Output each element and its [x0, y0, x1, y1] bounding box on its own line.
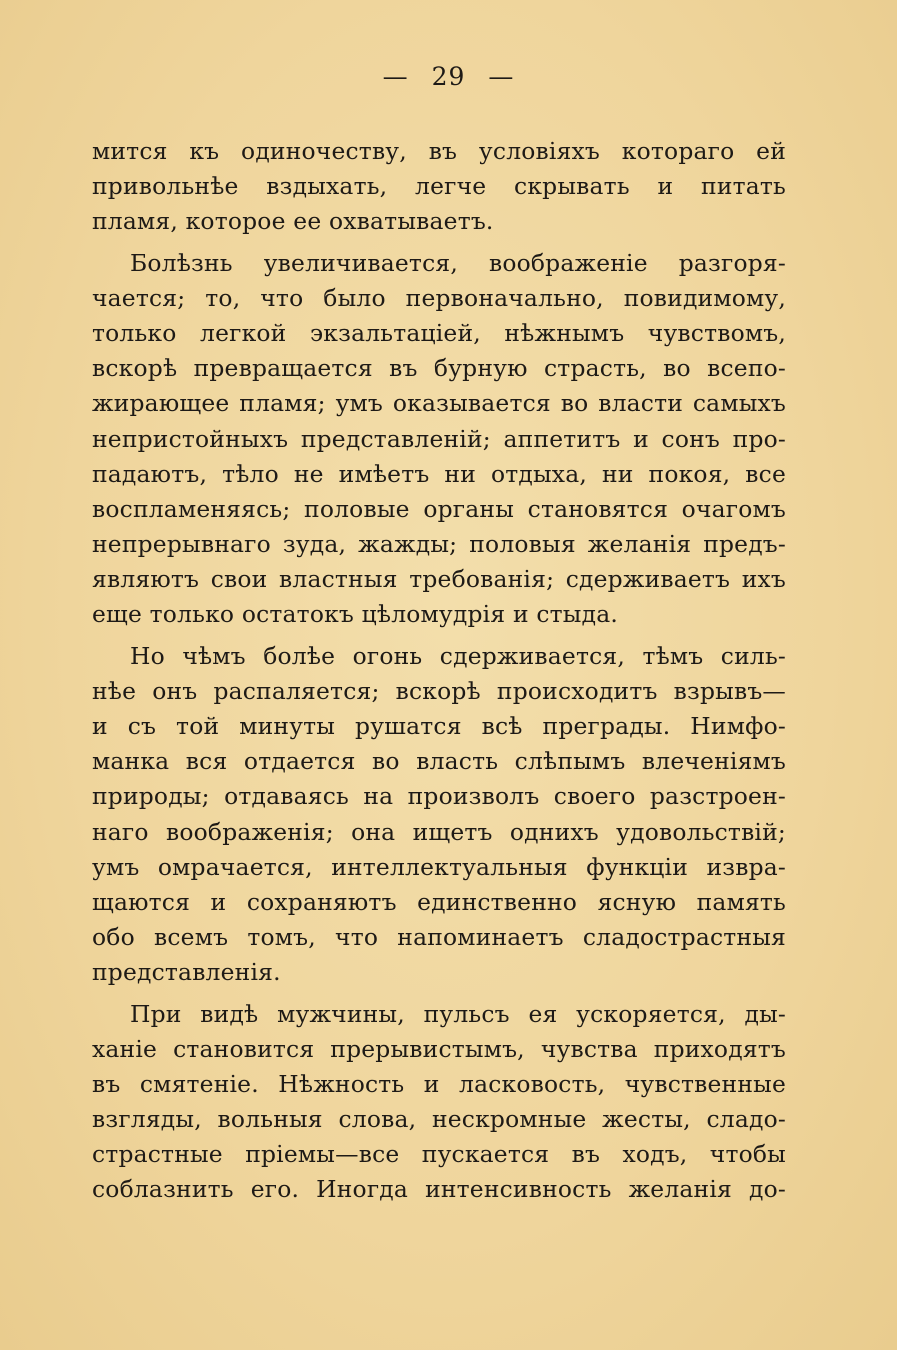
text-line: и съ той минуты рушатся всѣ преграды. Нимфо- — [92, 712, 786, 740]
body-text — [92, 134, 786, 1208]
text-line: являютъ свои властныя требованія; сдерживаетъ ихъ — [92, 565, 786, 594]
text-line: мится къ одиночеству, въ условіяхъ котораго ей — [92, 137, 786, 165]
text-line: страстные пріемы—все пускается въ ходъ, чтобы — [92, 1140, 786, 1169]
text-line: манка вся отдается во власть слѣпымъ влеченіямъ — [92, 747, 786, 776]
text-line: представленія. — [92, 958, 281, 987]
text-line: наго воображенія; она ищетъ однихъ удовольствій; — [92, 817, 786, 846]
text-line: непрерывнаго зуда, жажды; половыя желанія предъ- — [92, 530, 786, 559]
text-line: ханіе становится прерывистымъ, чувства приходятъ — [92, 1034, 786, 1063]
paragraph — [92, 639, 786, 991]
text-line: падаютъ, тѣло не имѣетъ ни отдыха, ни покоя, все — [92, 459, 786, 488]
text-line: Болѣзнь увеличивается, воображеніе разгоря- — [130, 248, 786, 277]
text-line: умъ омрачается, интеллектуальныя функціи извра- — [92, 852, 786, 881]
running-head — [0, 62, 897, 91]
text-line: только легкой экзальтаціей, нѣжнымъ чувствомъ, — [92, 318, 786, 347]
text-line: воспламеняясь; половые органы становятся очагомъ — [92, 494, 786, 523]
paragraph — [92, 997, 786, 1208]
text-line: въ смятеніе. Нѣжность и ласковость, чувственные — [92, 1069, 786, 1098]
text-line: щаются и сохраняютъ единственно ясную память — [92, 887, 786, 916]
header-dash-left: — — [382, 62, 409, 91]
text-line: пламя, которое ее охватываетъ. — [92, 207, 494, 236]
text-line: природы; отдаваясь на произволъ своего разстроен- — [92, 782, 786, 811]
text-line: еще только остатокъ цѣломудрія и стыда. — [92, 600, 619, 629]
text-line: жирающее пламя; умъ оказывается во власти самыхъ — [92, 389, 786, 418]
text-line: взгляды, вольныя слова, нескромные жесты, сладо- — [92, 1105, 786, 1134]
text-line: привольнѣе вздыхать, легче скрывать и питать — [92, 172, 786, 201]
text-line: вскорѣ превращается въ бурную страсть, во всепо- — [92, 354, 786, 383]
header-dash-right: — — [488, 62, 515, 91]
text-line: обо всемъ томъ, что напоминаетъ сладострастныя — [92, 923, 786, 952]
page-number: 29 — [431, 62, 466, 91]
text-line: нѣе онъ распаляется; вскорѣ происходитъ взрывъ— — [92, 676, 786, 705]
paragraph — [92, 134, 786, 240]
text-line: соблазнить его. Иногда интенсивность желанія до- — [92, 1175, 786, 1204]
text-line: Но чѣмъ болѣе огонь сдерживается, тѣмъ силь- — [130, 641, 786, 670]
text-line: непристойныхъ представленій; аппетитъ и сонъ про- — [92, 424, 786, 453]
text-line: чается; то, что было первоначально, повидимому, — [92, 283, 786, 312]
paragraph — [92, 246, 786, 633]
text-line: При видѣ мужчины, пульсъ ея ускоряется, ды- — [130, 999, 786, 1028]
